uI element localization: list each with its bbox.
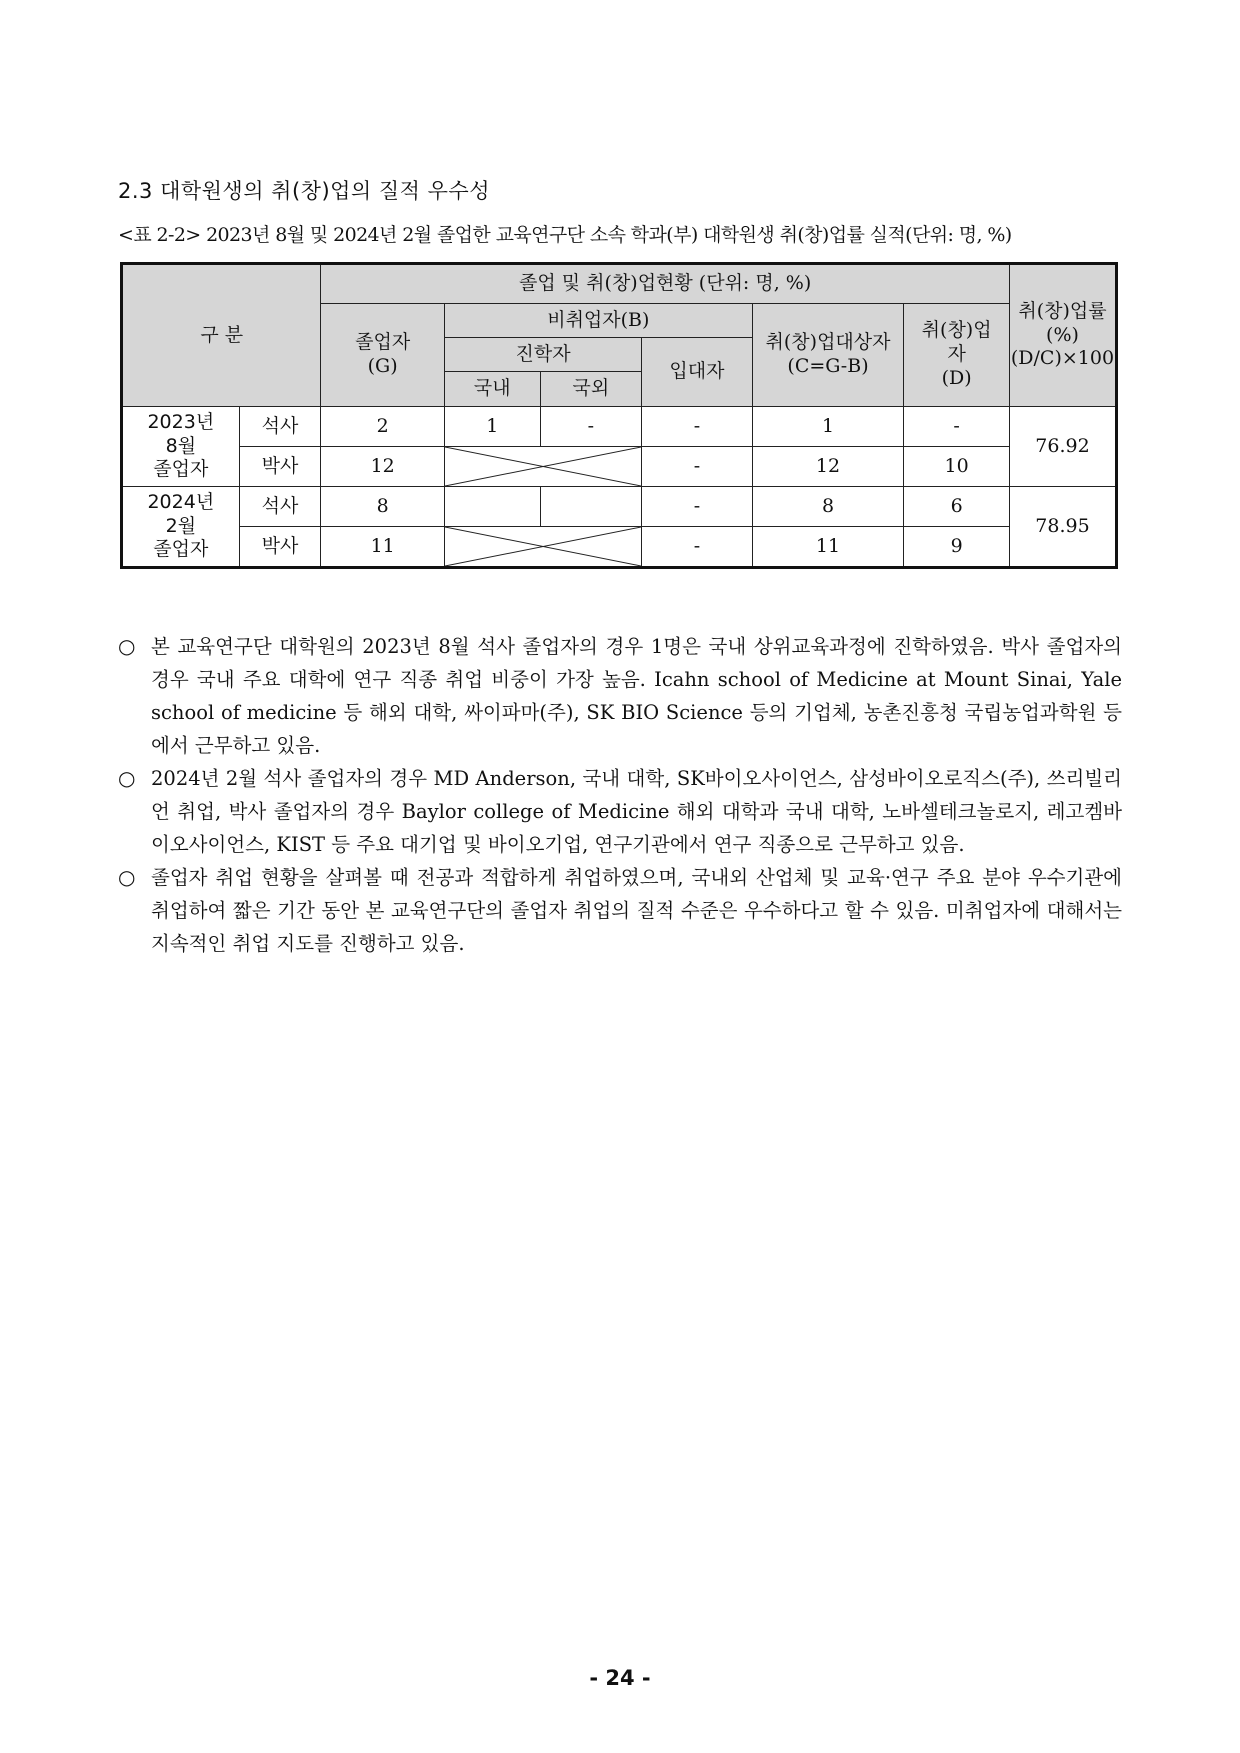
target-cell: 1 xyxy=(752,407,904,447)
degree-cell: 박사 xyxy=(239,447,321,487)
degree-cell: 박사 xyxy=(239,527,321,568)
table-row xyxy=(122,447,1117,487)
degree-cell: 석사 xyxy=(239,407,321,447)
military-cell: - xyxy=(642,447,753,487)
bullet-list xyxy=(118,630,1122,960)
military-cell: - xyxy=(642,407,753,447)
domestic-cell: 1 xyxy=(444,407,540,447)
degree-cell: 석사 xyxy=(239,487,321,527)
overseas-cell xyxy=(540,487,642,527)
header-military: 입대자 xyxy=(642,338,753,407)
bullet-item xyxy=(118,630,1122,762)
page-number: - 24 - xyxy=(589,1666,651,1690)
cross-out-mark xyxy=(445,447,641,486)
employed-cell: 9 xyxy=(904,527,1010,568)
target-cell: 12 xyxy=(752,447,904,487)
header-graduates: 졸업자 (G) xyxy=(321,304,445,407)
header-overseas: 국외 xyxy=(540,372,642,407)
group-label: 2024년 2월 졸업자 xyxy=(122,487,240,568)
bullet-text: 본 교육연구단 대학원의 2023년 8월 석사 졸업자의 경우 1명은 국내 상위교육과정에 진학하였음. 박사 졸업자의 경우 국내 주요 대학에 연구 직종 취업 비중이 가장 높음. Icahn school of Medicine at Mount Sinai, Yale school of medicine 등 해외 대학, 싸이파마(주), SK BIO Science 등의 기업체, 농촌진흥청 국립농업과학원 등에서 근무하고 있음. xyxy=(151,635,1122,757)
bullet-item xyxy=(118,861,1122,960)
header-group: 졸업 및 취(창)업현황 (단위: 명, %) xyxy=(321,264,1010,304)
header-domestic: 국내 xyxy=(444,372,540,407)
rate-cell: 78.95 xyxy=(1009,487,1116,568)
header-category: 구 분 xyxy=(122,264,321,407)
table-caption: <표 2-2> 2023년 8월 및 2024년 2월 졸업한 교육연구단 소속 학과(부) 대학원생 취(창)업률 실적(단위: 명, %) xyxy=(118,224,1012,246)
employed-cell: - xyxy=(904,407,1010,447)
employed-cell: 6 xyxy=(904,487,1010,527)
graduates-cell: 2 xyxy=(321,407,445,447)
group-label: 2023년 8월 졸업자 xyxy=(122,407,240,487)
header-further-study: 진학자 xyxy=(444,338,641,372)
header-employed: 취(창)업 자 (D) xyxy=(904,304,1010,407)
table-row xyxy=(122,407,1117,447)
circle-bullet-icon: ○ xyxy=(118,865,136,889)
target-cell: 11 xyxy=(752,527,904,568)
employed-cell: 10 xyxy=(904,447,1010,487)
graduates-cell: 8 xyxy=(321,487,445,527)
bullet-item xyxy=(118,762,1122,861)
overseas-cell: - xyxy=(540,407,642,447)
domestic-cell xyxy=(444,487,540,527)
not-applicable-cell xyxy=(444,447,641,487)
not-applicable-cell xyxy=(444,527,641,568)
military-cell: - xyxy=(642,487,753,527)
bullet-text: 졸업자 취업 현황을 살펴볼 때 전공과 적합하게 취업하였으며, 국내외 산업체 및 교육·연구 주요 분야 우수기관에 취업하여 짧은 기간 동안 본 교육연구단의 졸업자 취업의 질적 수준은 우수하다고 할 수 있음. 미취업자에 대해서는 지속적인 취업 지도를 진행하고 있음. xyxy=(151,866,1122,955)
bullet-text: 2024년 2월 석사 졸업자의 경우 MD Anderson, 국내 대학, SK바이오사이언스, 삼성바이오로직스(주), 쓰리빌리언 취업, 박사 졸업자의 경우 Baylor college of Medicine 해외 대학과 국내 대학, 노바셀테크놀로지, 레고켐바이오사이언스, KIST 등 주요 대기업 및 바이오기업, 연구기관에서 연구 직종으로 근무하고 있음. xyxy=(151,767,1122,856)
military-cell: - xyxy=(642,527,753,568)
rate-cell: 76.92 xyxy=(1009,407,1116,487)
header-rate: 취(창)업률 (%) (D/C)×100 xyxy=(1009,264,1116,407)
table-row xyxy=(122,487,1117,527)
header-non-employed: 비취업자(B) xyxy=(444,304,752,338)
target-cell: 8 xyxy=(752,487,904,527)
section-title: 2.3 대학원생의 취(창)업의 질적 우수성 xyxy=(118,179,490,203)
circle-bullet-icon: ○ xyxy=(118,634,136,658)
cross-out-mark xyxy=(445,527,641,566)
header-target: 취(창)업대상자 (C=G-B) xyxy=(752,304,904,407)
circle-bullet-icon: ○ xyxy=(118,766,136,790)
employment-table xyxy=(120,262,1118,569)
graduates-cell: 12 xyxy=(321,447,445,487)
table-row xyxy=(122,527,1117,568)
graduates-cell: 11 xyxy=(321,527,445,568)
